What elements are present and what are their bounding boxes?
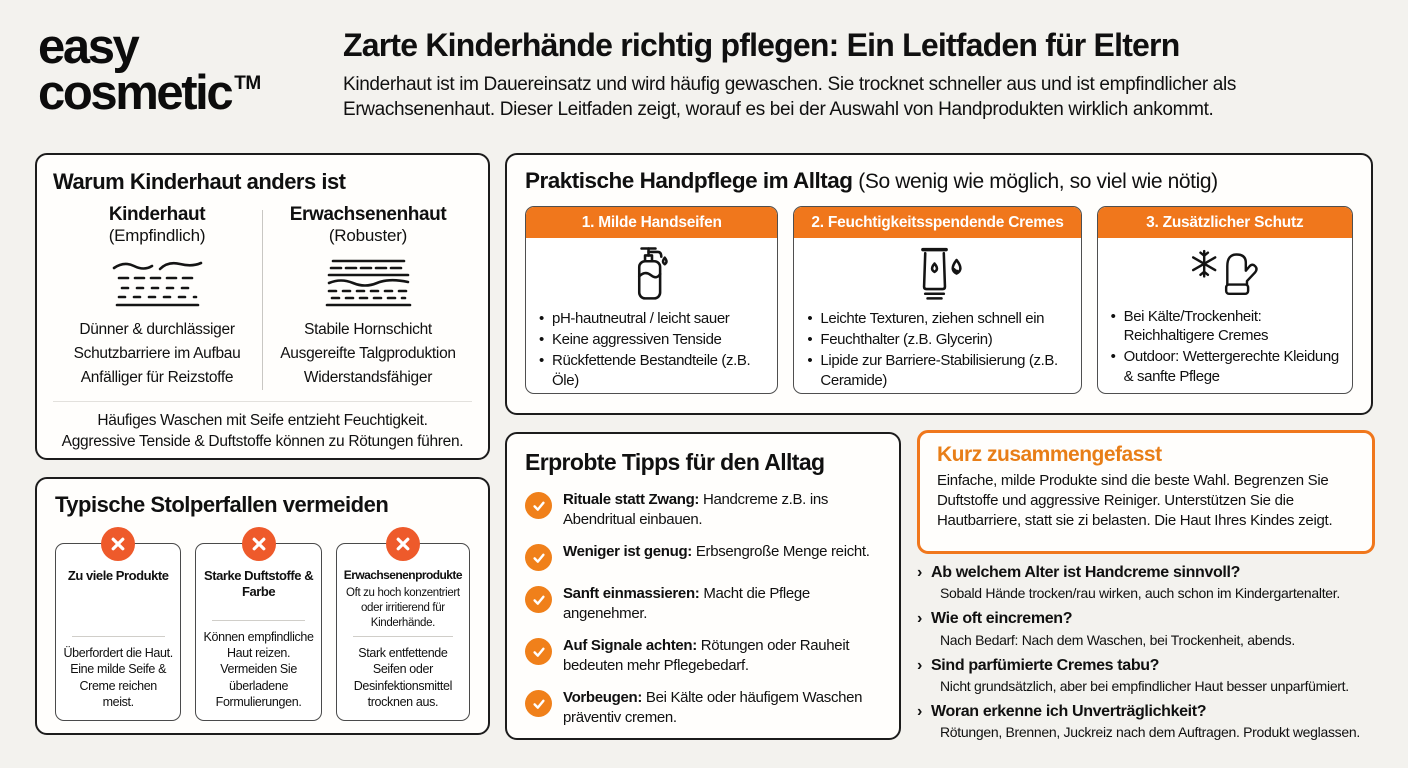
- pitfall-card-too-many-products: [55, 543, 181, 721]
- column-subtitle: (Empfindlich): [108, 226, 206, 245]
- summary-text: Einfache, milde Produkte sind die beste Wahl. Begrenzen Sie Duftstoffe und aggressive Reiniger. Unterstützen Sie die Hautbarriere, statt sie zi belasten. Die Haut Ihres Kindes zeigt.: [937, 472, 1333, 529]
- check-circle-icon: [525, 690, 552, 717]
- faq-answer: Nicht grundsätzlich, aber bei empfindlicher Haut besser unparfümiert.: [940, 677, 1349, 694]
- bullet-icon: •: [539, 310, 544, 327]
- care-card-moisturizing-creams: [793, 206, 1081, 394]
- why-box-note: Häufiges Waschen mit Seife entzieht Feuchtigkeit. Aggressive Tenside & Duftstoffe können zu Rötungen führen.: [53, 401, 472, 453]
- care-card-bullets: • Bei Kälte/Trockenheit: Reichhaltigere Cremes • Outdoor: Wettergerechte Kleidung & sanfte Pflege: [1110, 308, 1339, 385]
- page-header: [343, 27, 1388, 122]
- tip-item: Sanft einmassieren: Macht die Pflege angenehmer.: [525, 584, 885, 623]
- column-subtitle: (Robuster): [328, 226, 408, 245]
- tips-box: [505, 432, 901, 740]
- x-circle-icon: [242, 527, 276, 561]
- column-points: Dünner & durchlässiger Schutzbarriere im Aufbau Anfälliger für Reizstoffe: [73, 321, 241, 387]
- erwachsenenhaut-column: [264, 204, 472, 390]
- faq-answer: Rötungen, Brennen, Juckreiz nach dem Auftragen. Produkt weglassen.: [940, 724, 1360, 741]
- check-circle-icon: [525, 492, 552, 519]
- column-divider: [262, 210, 263, 390]
- skin-comparison: [53, 204, 472, 390]
- tip-item: Rituale statt Zwang: Handcreme z.B. ins Abendritual einbauen.: [525, 490, 885, 529]
- faq-question: Ab welchem Alter ist Handcreme sinnvoll?: [930, 564, 1241, 581]
- robust-skin-layers-icon: [321, 257, 416, 309]
- bullet-icon: •: [1110, 348, 1116, 366]
- faq-question: Woran erkenne ich Unverträglichkeit?: [930, 703, 1207, 721]
- trademark-symbol: TM: [234, 73, 261, 95]
- pitfall-card-pretext: Oft zu hoch konzentriert oder irritierend für Kinderhände.: [346, 587, 460, 629]
- card-divider: [72, 636, 165, 637]
- check-circle-icon: [525, 544, 552, 571]
- bullet-icon: •: [1110, 308, 1116, 325]
- bullet-icon: •: [807, 352, 813, 370]
- faq-item: [917, 656, 1390, 695]
- care-card-header: 3. Zusätzlicher Schutz: [1098, 207, 1352, 238]
- check-circle-icon: [525, 586, 552, 613]
- pitfall-card-desc: Können empfindliche Haut reizen. Vermeiden Sie überladene Formulierungen.: [203, 629, 314, 709]
- care-box-title: Praktische Handpflege im Alltag (So wenig wie möglich, so viel wie nötig): [525, 168, 1218, 193]
- chevron-right-icon: ›: [917, 656, 922, 674]
- bullet-icon: •: [807, 310, 813, 327]
- hand-care-box: [505, 153, 1373, 415]
- x-circle-icon: [101, 527, 135, 561]
- summary-title: Kurz zusammengefasst: [937, 443, 1162, 466]
- column-points: Stabile Hornschicht Ausgereifte Talgproduktion Widerstandsfähiger: [280, 321, 456, 387]
- soap-dispenser-icon: [526, 238, 777, 303]
- pitfall-card-desc: Überfordert die Haut. Eine milde Seife & Creme reichen meist.: [63, 646, 173, 709]
- column-name: Erwachsenenhaut: [289, 204, 447, 225]
- faq-answer: Nach Bedarf: Nach dem Waschen, bei Trockenheit, abends.: [940, 631, 1295, 648]
- column-name: Kinderhaut: [108, 204, 206, 225]
- page-title: Zarte Kinderhände richtig pflegen: Ein Leitfaden für Eltern: [343, 27, 1180, 63]
- faq-question: Sind parfümierte Cremes tabu?: [930, 656, 1160, 674]
- why-box-title: Warum Kinderhaut anders ist: [53, 169, 346, 194]
- chevron-right-icon: ›: [917, 564, 922, 581]
- x-circle-icon: [386, 527, 420, 561]
- logo-line-2: cosmetic ™: [38, 66, 261, 121]
- faq-item: [917, 563, 1390, 602]
- faq-item: [917, 702, 1390, 741]
- tips-title: Erprobte Tipps für den Alltag: [525, 449, 825, 475]
- care-card-header: 2. Feuchtigkeitsspendende Cremes: [794, 207, 1080, 238]
- chevron-right-icon: ›: [917, 610, 922, 628]
- care-card-bullets: • pH-hautneutral / leicht sauer • Keine aggressiven Tenside • Rückfettende Bestandteile (z.B. Öle): [539, 310, 751, 389]
- cream-tube-icon: [794, 238, 1080, 303]
- fragile-skin-layers-icon: [110, 257, 205, 309]
- tip-item: Weniger ist genug: Erbsengroße Menge reicht.: [525, 542, 885, 571]
- check-circle-icon: [525, 638, 552, 665]
- chevron-right-icon: ›: [917, 703, 922, 721]
- care-card-bullets: • Leichte Texturen, ziehen schnell ein • Feuchthalter (z.B. Glycerin) • Lipide zur Barriere-Stabilisierung (z.B. Ceramide): [807, 310, 1058, 389]
- care-card-header: 1. Milde Handseifen: [526, 207, 777, 238]
- pitfalls-title: Typische Stolperfallen vermeiden: [55, 492, 389, 517]
- bullet-icon: •: [539, 331, 544, 349]
- easycosmetic-logo: [38, 20, 261, 121]
- logo-line-1: easy: [38, 20, 138, 74]
- summary-box: [917, 430, 1375, 554]
- card-divider: [353, 636, 452, 637]
- pitfall-card-title: Zu viele Produkte: [67, 568, 169, 583]
- care-card-extra-protection: [1097, 206, 1353, 394]
- bullet-icon: •: [539, 352, 544, 370]
- pitfall-card-title: Starke Duftstoffe & Farbe: [203, 568, 314, 600]
- page-subtitle: Kinderhaut ist im Dauereinsatz und wird häufig gewaschen. Sie trocknet schneller aus und ist empfindlicher als Erwachsenenhaut. Dieser Leitfaden zeigt, worauf es bei der Auswahl von Handprodukten wirklich ankommt.: [343, 74, 1236, 120]
- pitfall-card-adult-products: [336, 543, 470, 721]
- pitfall-card-desc: Stark entfettende Seifen oder Desinfektionsmittel trocknen aus.: [353, 646, 453, 709]
- faq-list: [917, 563, 1390, 749]
- why-kids-skin-box: [35, 153, 490, 460]
- kinderhaut-column: [53, 204, 261, 390]
- care-cards: [525, 206, 1353, 394]
- pitfalls-box: [35, 477, 490, 735]
- faq-answer: Sobald Hände trocken/rau wirken, auch schon im Kindergartenalter.: [940, 585, 1340, 602]
- bullet-icon: •: [807, 331, 813, 349]
- pitfall-cards: [55, 543, 470, 721]
- pitfall-card-strong-fragrance: [195, 543, 321, 721]
- faq-item: [917, 609, 1390, 648]
- snowflake-mitten-icon: [1098, 238, 1352, 301]
- tip-item: Vorbeugen: Bei Kälte oder häufigem Waschen präventiv cremen.: [525, 688, 885, 727]
- card-divider: [212, 620, 305, 621]
- pitfall-card-title: Erwachsenenprodukte: [343, 568, 463, 582]
- tip-item: Auf Signale achten: Rötungen oder Rauheit bedeuten mehr Pflegebedarf.: [525, 636, 885, 675]
- faq-question: Wie oft eincremen?: [930, 610, 1073, 628]
- care-card-mild-soaps: [525, 206, 778, 394]
